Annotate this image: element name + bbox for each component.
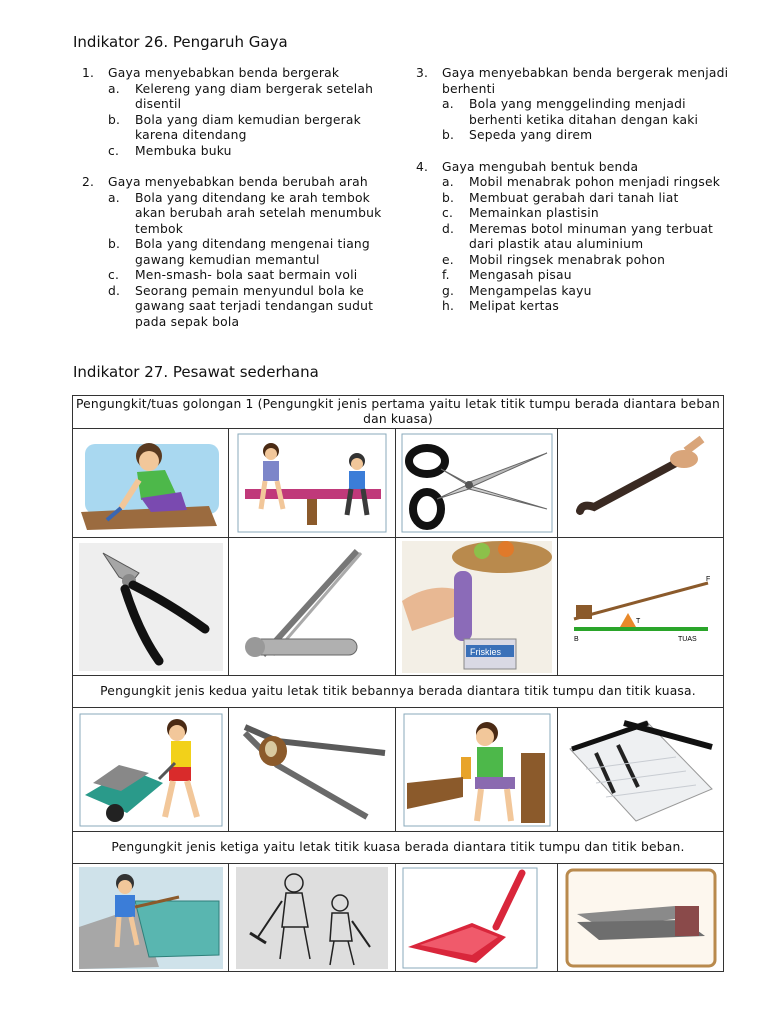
sub-item: d. Seorang pemain menyundul bola ke gawang saat terjadi tendangan sudut pada sepak bola [108,283,374,329]
scissors-image [396,433,557,533]
sub-item: c. Men-smash- bola saat bermain voli [108,268,358,282]
label-tuas: TUAS [677,635,697,643]
sub-item: a. Mobil menabrak pohon menjadi ringsek [442,175,721,189]
boy-opening-bottle-image [396,713,557,827]
sub-item: b. Bola yang ditendang mengenai tiang gawang kemudian memantul [108,237,370,267]
sub-item: a. Bola yang menggelinding menjadi berhenti ketika ditahan dengan kaki [442,97,699,127]
section-27-title: Indikator 27. Pesawat sederhana [73,363,319,381]
sub-item: c. Memainkan plastisin [442,206,599,220]
sub-item: b. Bola yang diam kemudian bergerak karena ditendang [108,112,361,142]
lever-class-1-caption: Pengungkit/tuas golongan 1 (Pengungkit jenis pertama yaitu letak titik tumpu berada diantara beban dan kuasa) [73,396,724,429]
sweeping-sketch-image [229,867,395,969]
lever-diagram-image [558,543,723,671]
list-item: 2. Gaya menyebabkan benda berubah arah [82,175,368,189]
boy-shoveling-image [73,867,228,969]
can-opener-image [396,541,557,673]
sub-item: h. Melipat kertas [442,299,559,313]
label-t: T [635,617,640,625]
nail-clipper-image [229,543,395,671]
pliers-image [73,543,228,671]
lever-table [72,395,724,972]
nutcracker-image [229,713,395,827]
stapler-image [558,866,723,970]
list-item: 1. Gaya menyebabkan benda bergerak [82,66,340,80]
label-f: F [705,575,710,583]
seesaw-children-image [229,433,395,533]
lever-class-3-caption: Pengungkit jenis ketiga yaitu letak titik kuasa berada diantara titik tumpu dan titik beban. [73,832,724,864]
sub-item: b. Membuat gerabah dari tanah liat [442,190,679,205]
label-b: B [573,635,579,643]
sub-item: c. Membuka buku [108,143,232,158]
paper-cutter-image [558,713,723,827]
sub-item: b. Sepeda yang direm [442,128,593,142]
sub-item: d. Meremas botol minuman yang terbuat dari plastik atau aluminium [442,221,714,251]
boy-prying-image [73,434,228,532]
list-item: 4. Gaya mengubah bentuk benda [416,159,639,174]
sub-item: f. Mengasah pisau [442,268,572,282]
sub-item: a. Kelereng yang diam bergerak setelah disentil [108,81,374,111]
sub-item: e. Mobil ringsek menabrak pohon [442,252,666,267]
left-list [74,66,404,330]
sub-item: g. Mengampelas kayu [442,283,592,298]
wheelbarrow-image [73,713,228,827]
right-list [408,66,738,315]
sub-item: a. Bola yang ditendang ke arah tembok akan berubah arah setelah menumbuk tembok [108,190,382,236]
list-item: 3. Gaya menyebabkan benda bergerak menjadi berhenti [416,66,729,96]
dustpan-image [396,867,557,969]
crowbar-image [558,433,723,533]
section-26-title: Indikator 26. Pengaruh Gaya [73,33,288,51]
can-label: Friskies [469,646,501,657]
lever-class-2-caption: Pengungkit jenis kedua yaitu letak titik bebannya berada diantara titik tumpu dan titik kuasa. [73,676,724,708]
